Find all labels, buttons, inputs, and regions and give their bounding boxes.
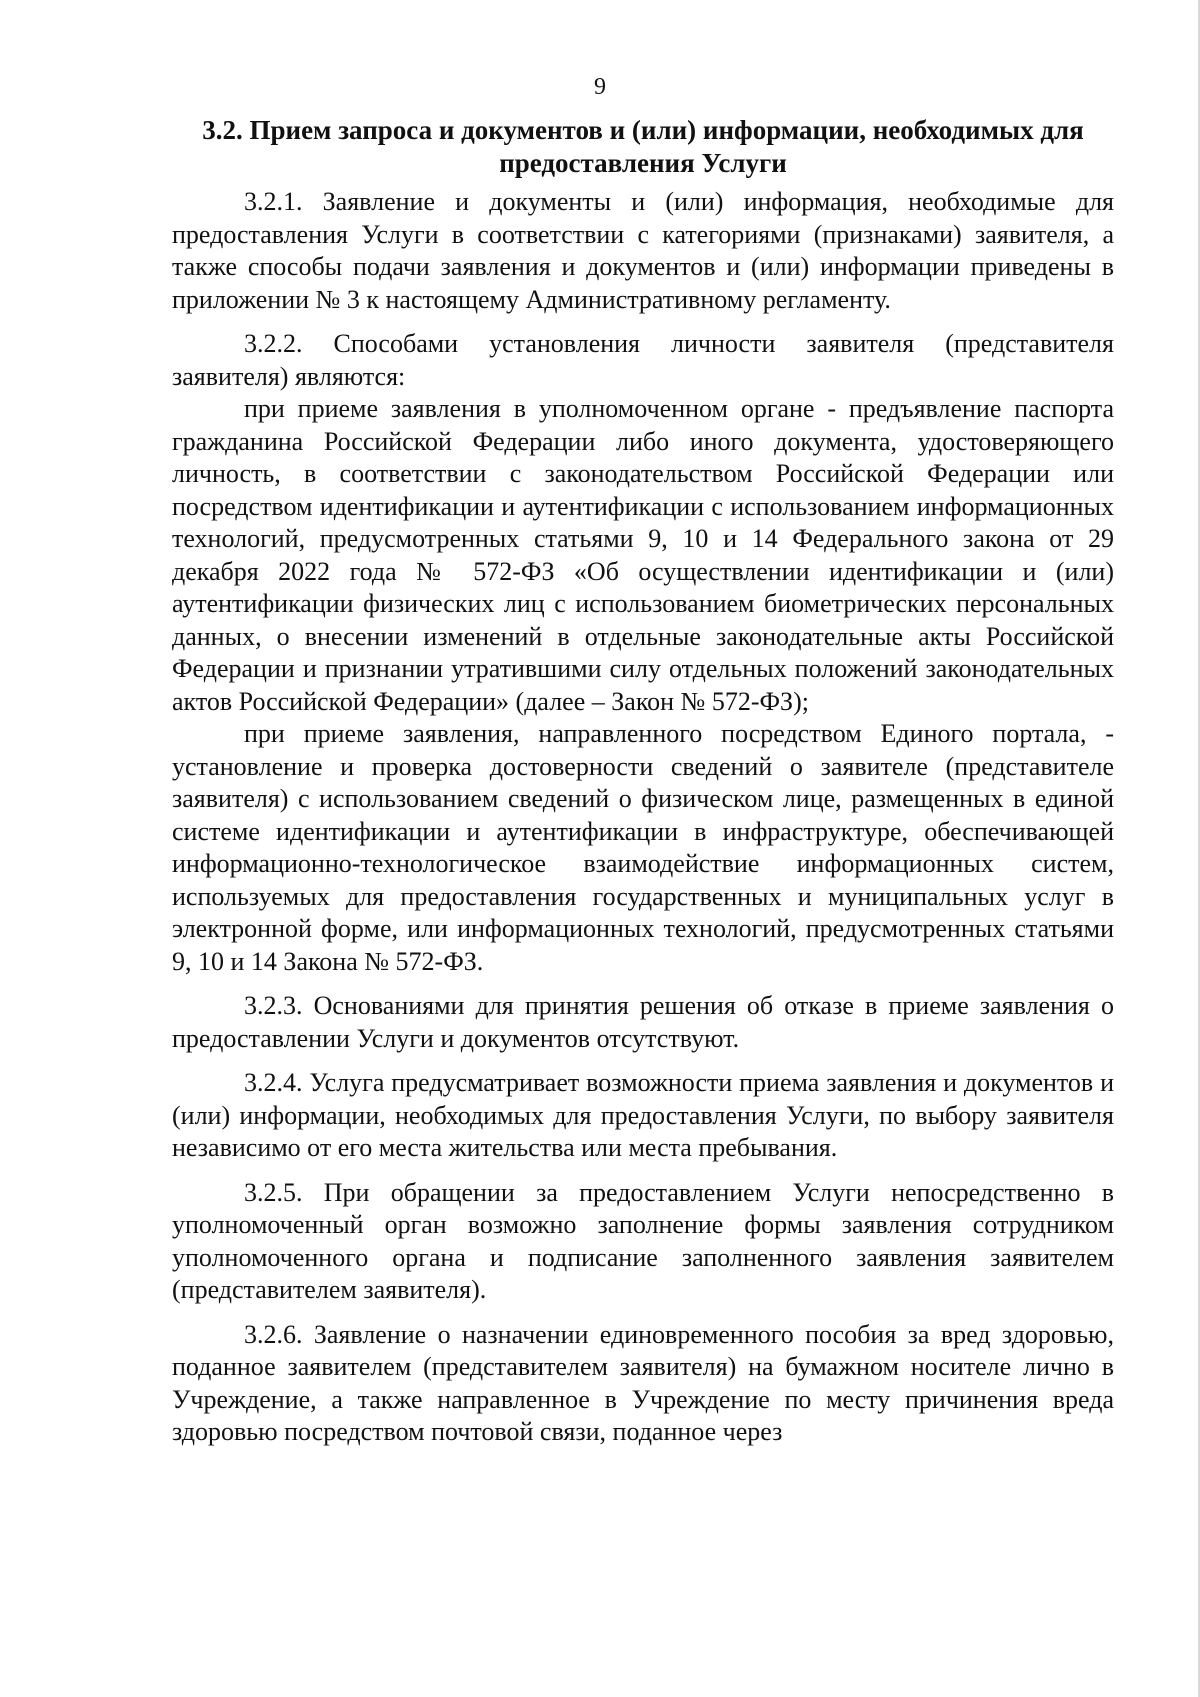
paragraph-3-2-1: 3.2.1. Заявление и документы и (или) информация, необходимые для предоставления Услуги в соответствии с категориями (признаками) заявителя, а также способы подачи заявления и документов и (или) информации приведены в приложении № 3 к настоящему Административному регламенту.	[172, 187, 1114, 314]
section-heading: 3.2. Прием запроса и документов и (или) информации, необходимых для предоставления Услуги	[202, 115, 1084, 178]
page-number: 9	[594, 74, 606, 100]
paragraph-3-2-2: 3.2.2. Способами установления личности заявителя (представителя заявителя) являются:	[172, 329, 1114, 391]
paragraph-identification-via-portal: при приеме заявления, направленного посредством Единого портала, - установление и проверка достоверности сведений о заявителе (представителе заявителя) с использованием сведений о физическом лице, размещенных в единой системе идентификации и аутентификации в инфраструктуре, обеспечивающей информационно-технологическое взаимодействие информационных систем, используемых для предоставления государственных и муниципальных услуг в электронной форме, или информационных технологий, предусмотренных статьями 9, 10 и 14 Закона № 572-ФЗ.	[172, 719, 1114, 976]
paragraph-3-2-5: 3.2.5. При обращении за предоставлением Услуги непосредственно в уполномоченный орган возможно заполнение формы заявления сотрудником уполномоченного органа и подписание заполненного заявления заявителем (представителем заявителя).	[172, 1177, 1114, 1304]
section-content	[172, 114, 1114, 1449]
paragraph-identification-in-office: при приеме заявления в уполномоченном органе - предъявление паспорта гражданина Российской Федерации либо иного документа, удостоверяющего личность, в соответствии с законодательством Российской Федерации или посредством идентификации и аутентификации с использованием информационных технологий, предусмотренных статьями 9, 10 и 14 Федерального закона от 29 декабря 2022 года № 572-ФЗ «Об осуществлении идентификации и (или) аутентификации физических лиц с использованием биометрических персональных данных, о внесении изменений в отдельные законодательные акты Российской Федерации и признании утратившими силу отдельных положений законодательных актов Российской Федерации» (далее – Закон № 572-ФЗ);	[172, 394, 1114, 716]
paragraph-3-2-3: 3.2.3. Основаниями для принятия решения об отказе в приеме заявления о предоставлении Услуги и документов отсутствуют.	[172, 991, 1114, 1053]
paragraph-3-2-4: 3.2.4. Услуга предусматривает возможности приема заявления и документов и (или) информации, необходимых для предоставления Услуги, по выбору заявителя независимо от его места жительства или места пребывания.	[172, 1068, 1114, 1162]
paragraph-3-2-6: 3.2.6. Заявление о назначении единовременного пособия за вред здоровью, поданное заявителем (представителем заявителя) на бумажном носителе лично в Учреждение, а также направленное в Учреждение по месту причинения вреда здоровью посредством почтовой связи, поданное через	[172, 1319, 1114, 1446]
